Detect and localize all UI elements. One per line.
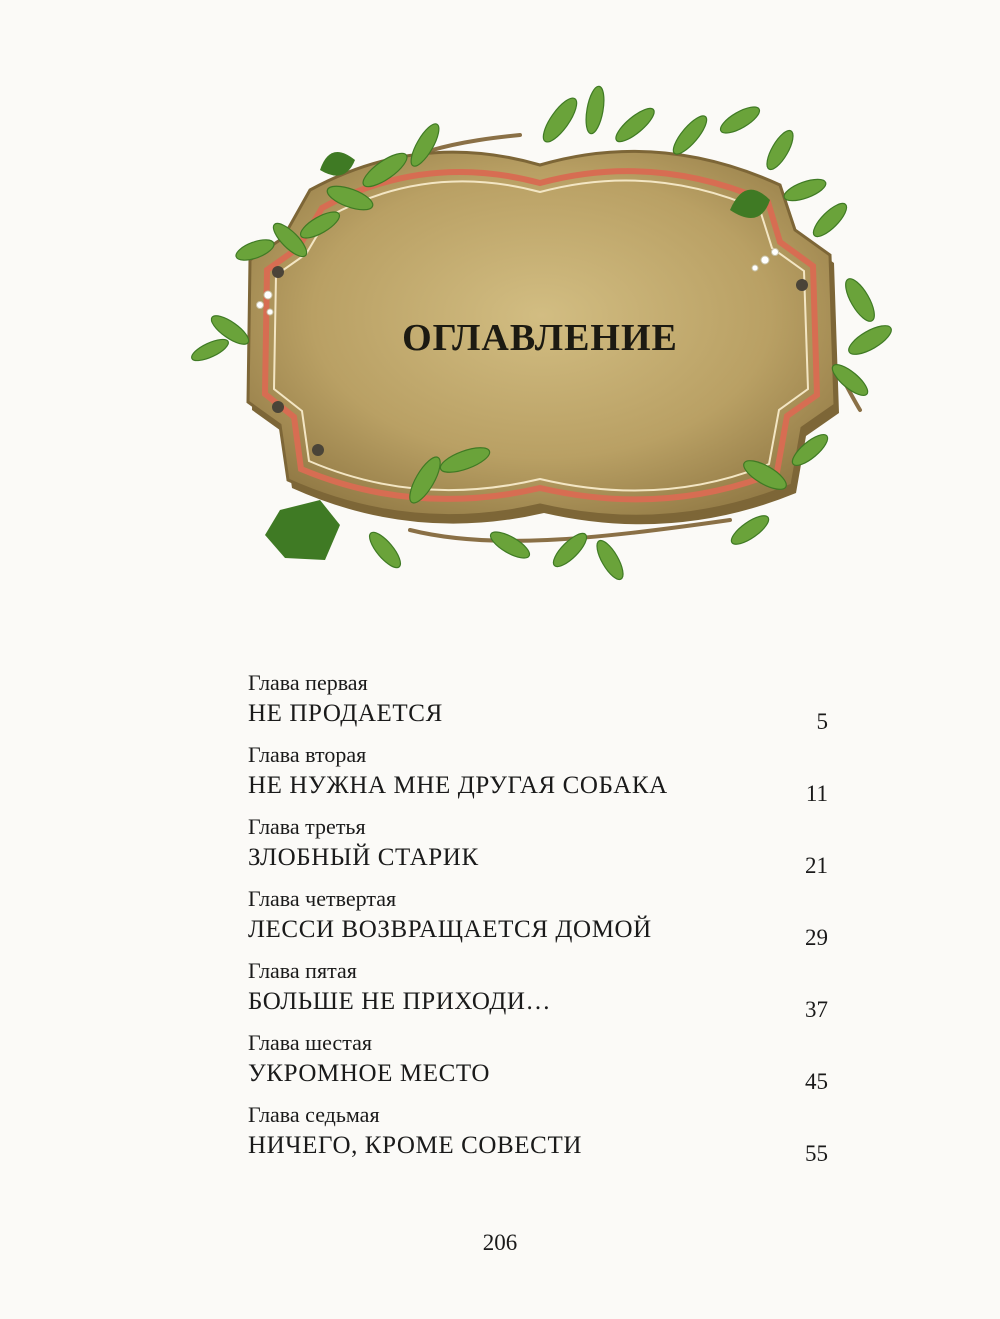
chapter-page: 5 [816, 709, 828, 734]
toc-entry[interactable] [248, 668, 838, 740]
toc-entry[interactable] [248, 956, 838, 1028]
toc-entry[interactable] [248, 1100, 838, 1172]
chapter-number: Глава первая [248, 670, 368, 695]
chapter-page: 37 [805, 997, 828, 1022]
chapter-number: Глава вторая [248, 742, 367, 767]
chapter-title: УКРОМНОЕ МЕСТО [248, 1060, 491, 1087]
toc-entry[interactable] [248, 740, 838, 812]
chapter-title: НИЧЕГО, КРОМЕ СОВЕСТИ [248, 1132, 582, 1159]
chapter-number: Глава шестая [248, 1030, 372, 1055]
chapter-page: 55 [805, 1141, 828, 1166]
chapter-page: 11 [805, 781, 828, 806]
chapter-page: 21 [805, 853, 828, 878]
toc-entry[interactable] [248, 1028, 838, 1100]
chapter-title: НЕ НУЖНА МНЕ ДРУГАЯ СОБАКА [248, 772, 668, 799]
chapter-number: Глава седьмая [248, 1102, 380, 1127]
chapter-title: НЕ ПРОДАЕТСЯ [248, 700, 443, 727]
chapter-number: Глава третья [248, 814, 366, 839]
chapter-number: Глава пятая [248, 958, 357, 983]
chapter-title: БОЛЬШЕ НЕ ПРИХОДИ… [248, 988, 552, 1015]
page-number: 206 [482, 1230, 518, 1255]
toc-entry[interactable] [248, 884, 838, 956]
contents-heading: ОГЛАВЛЕНИЕ [402, 317, 678, 359]
toc-entry[interactable] [248, 812, 838, 884]
chapter-page: 29 [805, 925, 828, 950]
chapter-title: ЛЕССИ ВОЗВРАЩАЕТСЯ ДОМОЙ [248, 916, 652, 943]
chapter-page: 45 [805, 1069, 828, 1094]
chapter-number: Глава четвертая [248, 886, 397, 911]
table-of-contents [248, 668, 838, 1172]
chapter-title: ЗЛОБНЫЙ СТАРИК [248, 844, 479, 871]
contents-banner [170, 80, 910, 610]
